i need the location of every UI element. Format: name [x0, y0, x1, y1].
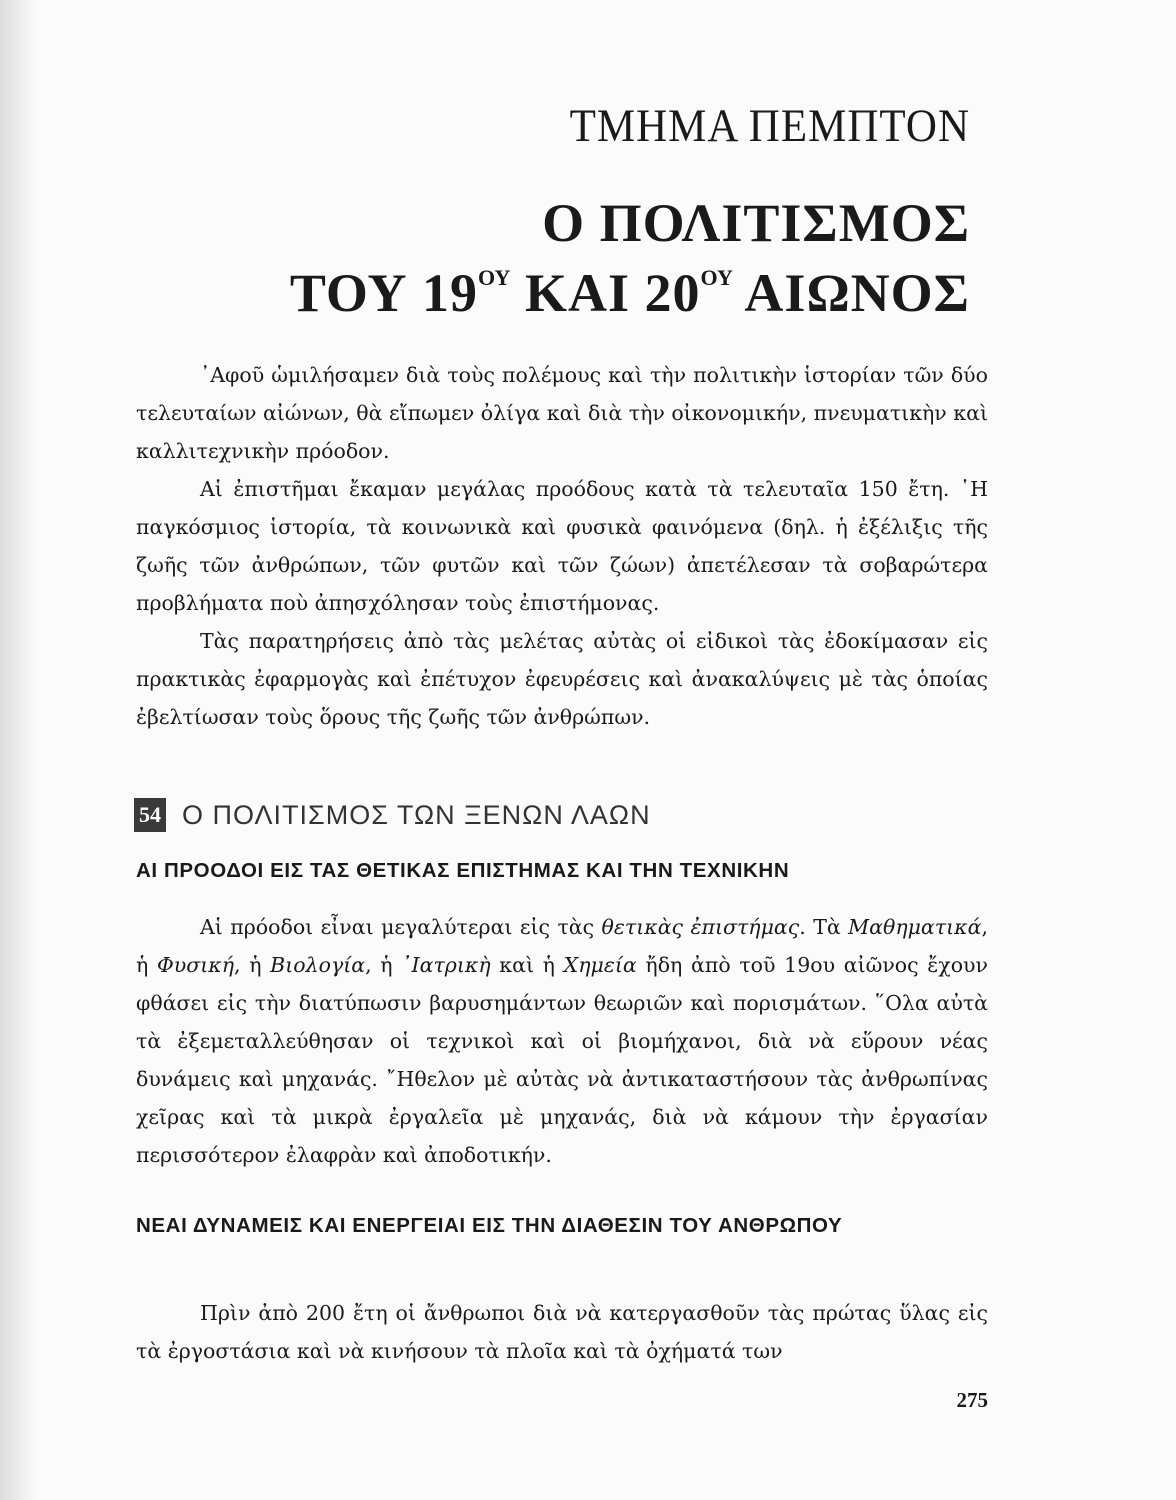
- lesson-header: [134, 798, 651, 832]
- emphasis: Μαθηματικά: [848, 915, 982, 939]
- lesson-title: Ο ΠΟΛΙΤΙΣΜΟΣ ΤΩΝ ΞΕΝΩΝ ΛΑΩΝ: [182, 799, 651, 830]
- emphasis: Χημεία: [563, 953, 637, 977]
- subheading: ΑΙ ΠΡΟΟΔΟΙ ΕΙΣ ΤΑΣ ΘΕΤΙΚΑΣ ΕΠΙΣΤΗΜΑΣ ΚΑΙ ΤΗΝ ΤΕΧΝΙΚΗΝ: [136, 859, 790, 882]
- title-superscript: ΟΥ: [478, 265, 511, 290]
- page-number: 275: [956, 1388, 988, 1412]
- body-paragraph: Πρὶν ἀπὸ 200 ἔτη οἱ ἄνθρωποι διὰ νὰ κατεργασθοῦν τὰς πρώτας ὕλας εἰς τὰ ἐργοστάσια καὶ νὰ κινήσουν τὰ πλοῖα καὶ τὰ ὀχήματά των: [136, 1301, 988, 1363]
- text-run: , ἡ: [234, 953, 271, 977]
- text-run: . Τὰ: [799, 915, 849, 939]
- text-run: καὶ ἡ: [490, 953, 564, 977]
- text-run: Αἱ πρόοδοι εἶναι μεγαλύτεραι εἰς τὰς: [200, 915, 602, 939]
- intro-paragraph: Αἱ ἐπιστῆμαι ἔκαμαν μεγάλας προόδους κατὰ τὰ τελευταῖα 150 ἔτη. ῾Η παγκόσμιος ἱστορία, τὰ κοινωνικὰ καὶ φυσικὰ φαινόμενα (δηλ. ἡ ἐξέλιξις τῆς ζωῆς τῶν ἀνθρώπων, τῶν φυτῶν καὶ τῶν ζώων) ἀπετέλεσαν τὰ σοβαρώτερα προβλήματα ποὺ ἀπησχόλησαν τοὺς ἐπιστήμονας.: [136, 477, 988, 615]
- title-part: ΑΙΩΝΟΣ: [732, 263, 970, 323]
- section-1-text: [136, 908, 988, 1174]
- text-run: , ἡ: [136, 915, 988, 977]
- title-part: ΚΑΙ 20: [510, 263, 701, 323]
- body-paragraph: [136, 908, 988, 1174]
- chapter-title-line-1: Ο ΠΟΛΙΤΙΣΜΟΣ: [542, 193, 970, 253]
- emphasis: ᾿Ιατρικὴ: [401, 953, 491, 977]
- emphasis: Βιολογία: [270, 953, 366, 977]
- text-run: , ἡ: [365, 953, 402, 977]
- emphasis: Φυσική: [156, 953, 234, 977]
- section-2-text: [136, 1294, 988, 1370]
- intro-paragraph: ᾿Αφοῦ ὡμιλήσαμεν διὰ τοὺς πολέμους καὶ τὴν πολιτικὴν ἱστορίαν τῶν δύο τελευταίων αἰώνων, θὰ εἴπωμεν ὀλίγα καὶ διὰ τὴν οἰκονομικήν, πνευματικὴν καὶ καλλιτεχνικὴν πρόοδον.: [136, 363, 988, 463]
- text-run: ἤδη ἀπὸ τοῦ 19ου αἰῶνος ἔχουν φθάσει εἰς τὴν διατύπωσιν βαρυσημάντων θεωριῶν καὶ πορισμάτων. ῞Ολα αὐτὰ τὰ ἐξεμεταλλεύθησαν οἱ τεχνικοὶ καὶ οἱ βιομήχανοι, διὰ νὰ εὕρουν νέας δυνάμεις καὶ μηχανάς. ῎Ηθελον μὲ αὐτὰς νὰ ἀντικαταστήσουν τὰς ἀνθρωπίνας χεῖρας καὶ τὰ μικρὰ ἐργαλεῖα μὲ μηχανάς, διὰ νὰ κάμουν τὴν ἐργασίαν περισσότερον ἐλαφρὰν καὶ ἀποδοτικήν.: [136, 953, 988, 1167]
- title-superscript: ΟΥ: [700, 265, 733, 290]
- intro-paragraph: Τὰς παρατηρήσεις ἀπὸ τὰς μελέτας αὐτὰς οἱ εἰδικοὶ τὰς ἐδοκίμασαν εἰς πρακτικὰς ἐφαρμογὰς καὶ ἐπέτυχον ἐφευρέσεις καὶ ἀνακαλύψεις μὲ τὰς ὁποίας ἐβελτίωσαν τοὺς ὅρους τῆς ζωῆς τῶν ἀνθρώπων.: [136, 629, 988, 729]
- lesson-number-badge: 54: [134, 798, 166, 832]
- chapter-title-line-2: [290, 262, 970, 324]
- section-label: ΤΜΗΜΑ ΠΕΜΠΤΟΝ: [569, 101, 970, 152]
- intro-text: [136, 356, 988, 736]
- page-edge-shadow: [0, 0, 38, 1500]
- title-part: ΤΟΥ 19: [289, 263, 479, 323]
- subheading: ΝΕΑΙ ΔΥΝΑΜΕΙΣ ΚΑΙ ΕΝΕΡΓΕΙΑΙ ΕΙΣ ΤΗΝ ΔΙΑΘΕΣΙΝ ΤΟΥ ΑΝΘΡΩΠΟΥ: [136, 1214, 843, 1237]
- emphasis: θετικὰς ἐπιστήμας: [601, 915, 800, 939]
